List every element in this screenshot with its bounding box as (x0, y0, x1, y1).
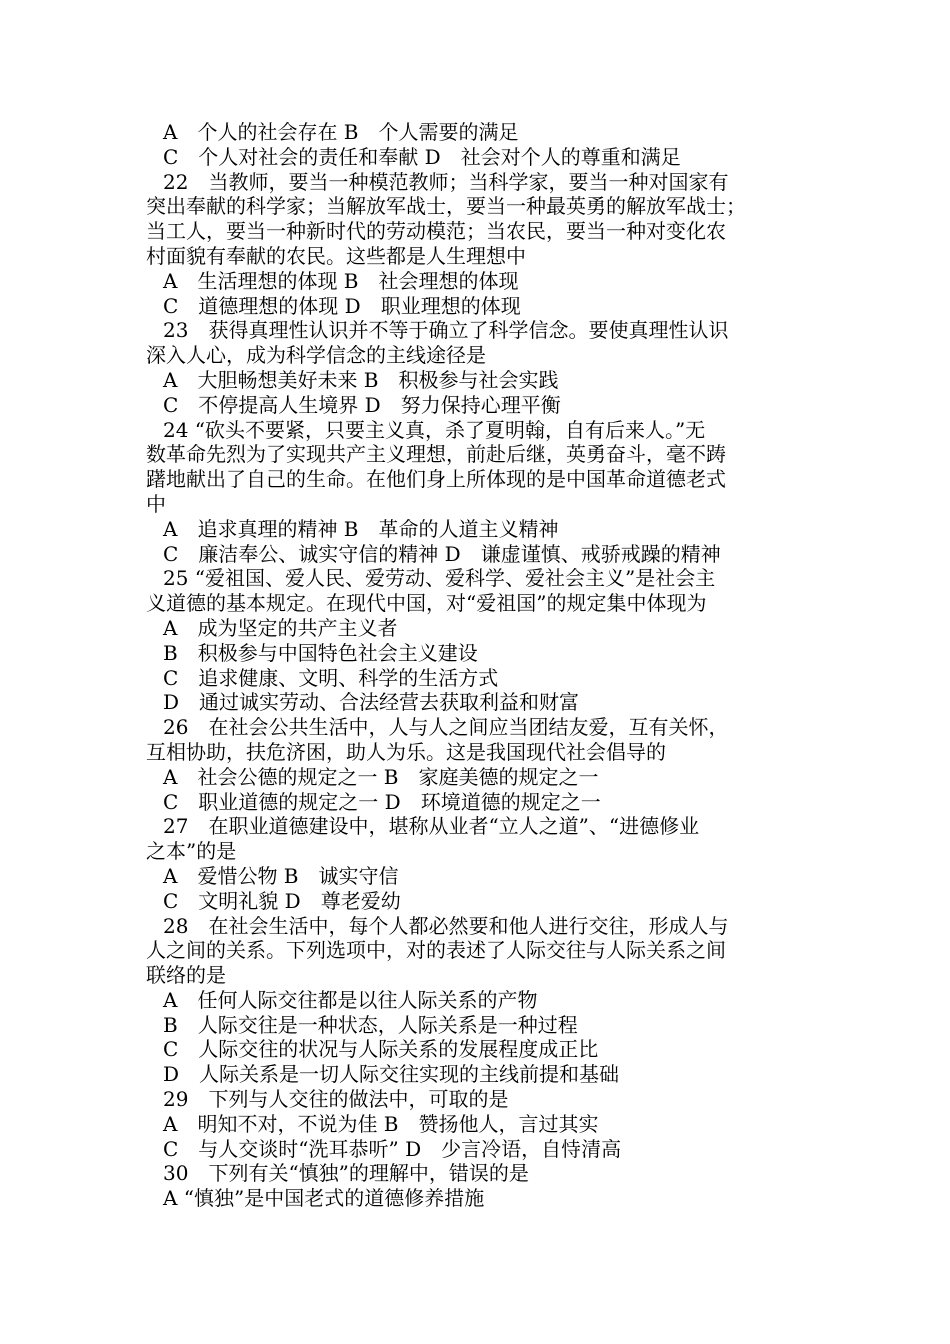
text-line: A 个人的社会存在 B 个人需要的满足 (163, 120, 519, 144)
text-line: C 追求健康、文明、科学的生活方式 (163, 665, 499, 690)
text-line: 互相协助，扶危济困，助人为乐。这是我国现代社会倡导的 (146, 739, 666, 764)
text-line: C 与人交谈时“洗耳恭听” D 少言冷语，自恃清高 (163, 1136, 622, 1161)
text-line: 义道德的基本规定。在现代中国，对“爱祖国”的规定集中体现为 (146, 591, 707, 616)
text-line: C 道德理想的体现 D 职业理想的体现 (163, 293, 521, 318)
text-line: 26 在社会公共生活中，人与人之间应当团结友爱，互有关怀， (163, 715, 729, 740)
text-line: C 廉洁奉公、诚实守信的精神 D 谦虚谨慎、戒骄戒躁的精神 (163, 541, 721, 566)
text-line: C 职业道德的规定之一 D 环境道德的规定之一 (163, 789, 601, 814)
text-line: 23 获得真理性认识并不等于确立了科学信念。要使真理性认识 (163, 318, 729, 343)
text-line: 深入人心，成为科学信念的主线途径是 (146, 343, 486, 368)
text-line: C 不停提高人生境界 D 努力保持心理平衡 (163, 392, 561, 417)
text-line: A 成为坚定的共产主义者 (163, 615, 398, 640)
text-line: 中 (146, 491, 166, 516)
text-line: 之本”的是 (146, 839, 237, 864)
text-line: A “慎独”是中国老式的道德修养措施 (163, 1186, 485, 1211)
text-line: A 大胆畅想美好未来 B 积极参与社会实践 (163, 367, 559, 392)
text-line: 28 在社会生活中，每个人都必然要和他人进行交往，形成人与 (163, 913, 729, 938)
text-line: 22 当教师，要当一种模范教师；当科学家，要当一种对国家有 (163, 169, 729, 194)
text-line: A 任何人际交往都是以往人际关系的产物 (163, 987, 538, 1012)
text-line: C 个人对社会的责任和奉献 D 社会对个人的尊重和满足 (163, 144, 681, 169)
text-line: A 追求真理的精神 B 革命的人道主义精神 (163, 516, 559, 541)
text-line: B 人际交往是一种状态，人际关系是一种过程 (163, 1012, 578, 1037)
text-line: 人之间的关系。下列选项中，对的表述了人际交往与人际关系之间 (146, 938, 726, 963)
text-line: A 爱惜公物 B 诚实守信 (163, 863, 399, 888)
text-line: 村面貌有奉献的农民。这些都是人生理想中 (146, 243, 526, 268)
text-line: 联络的是 (146, 963, 226, 988)
text-line: 24 “砍头不要紧，只要主义真，杀了夏明翰，自有后来人。”无 (163, 417, 706, 442)
text-line: 29 下列与人交往的做法中，可取的是 (163, 1087, 509, 1112)
text-line: B 积极参与中国特色社会主义建设 (163, 640, 478, 665)
text-line: 数革命先烈为了实现共产主义理想，前赴后继，英勇奋斗，毫不踌 (146, 442, 726, 467)
text-line: 25 “爱祖国、爱人民、爱劳动、爱科学、爱社会主义”是社会主 (163, 566, 716, 591)
text-line: C 人际交往的状况与人际关系的发展程度成正比 (163, 1037, 599, 1062)
text-line: D 人际关系是一切人际交往实现的主线前提和基础 (163, 1062, 620, 1087)
document-page (146, 120, 810, 1211)
text-line: 躇地献出了自己的生命。在他们身上所体现的是中国革命道德老式 (146, 467, 726, 492)
text-line: A 生活理想的体现 B 社会理想的体现 (163, 268, 519, 293)
text-line: D 通过诚实劳动、合法经营去获取利益和财富 (163, 690, 580, 715)
text-line: C 文明礼貌 D 尊老爱幼 (163, 888, 401, 913)
text-line: 当工人，要当一种新时代的劳动模范；当农民，要当一种对变化农 (146, 219, 726, 244)
text-line: 突出奉献的科学家；当解放军战士，要当一种最英勇的解放军战士； (146, 194, 746, 219)
text-line: 30 下列有关“慎独”的理解中，错误的是 (163, 1161, 529, 1186)
text-line: 27 在职业道德建设中，堪称从业者“立人之道”、“进德修业 (163, 814, 700, 839)
text-line: A 明知不对，不说为佳 B 赞扬他人，言过其实 (163, 1111, 599, 1136)
text-line: A 社会公德的规定之一 B 家庭美德的规定之一 (163, 764, 599, 789)
